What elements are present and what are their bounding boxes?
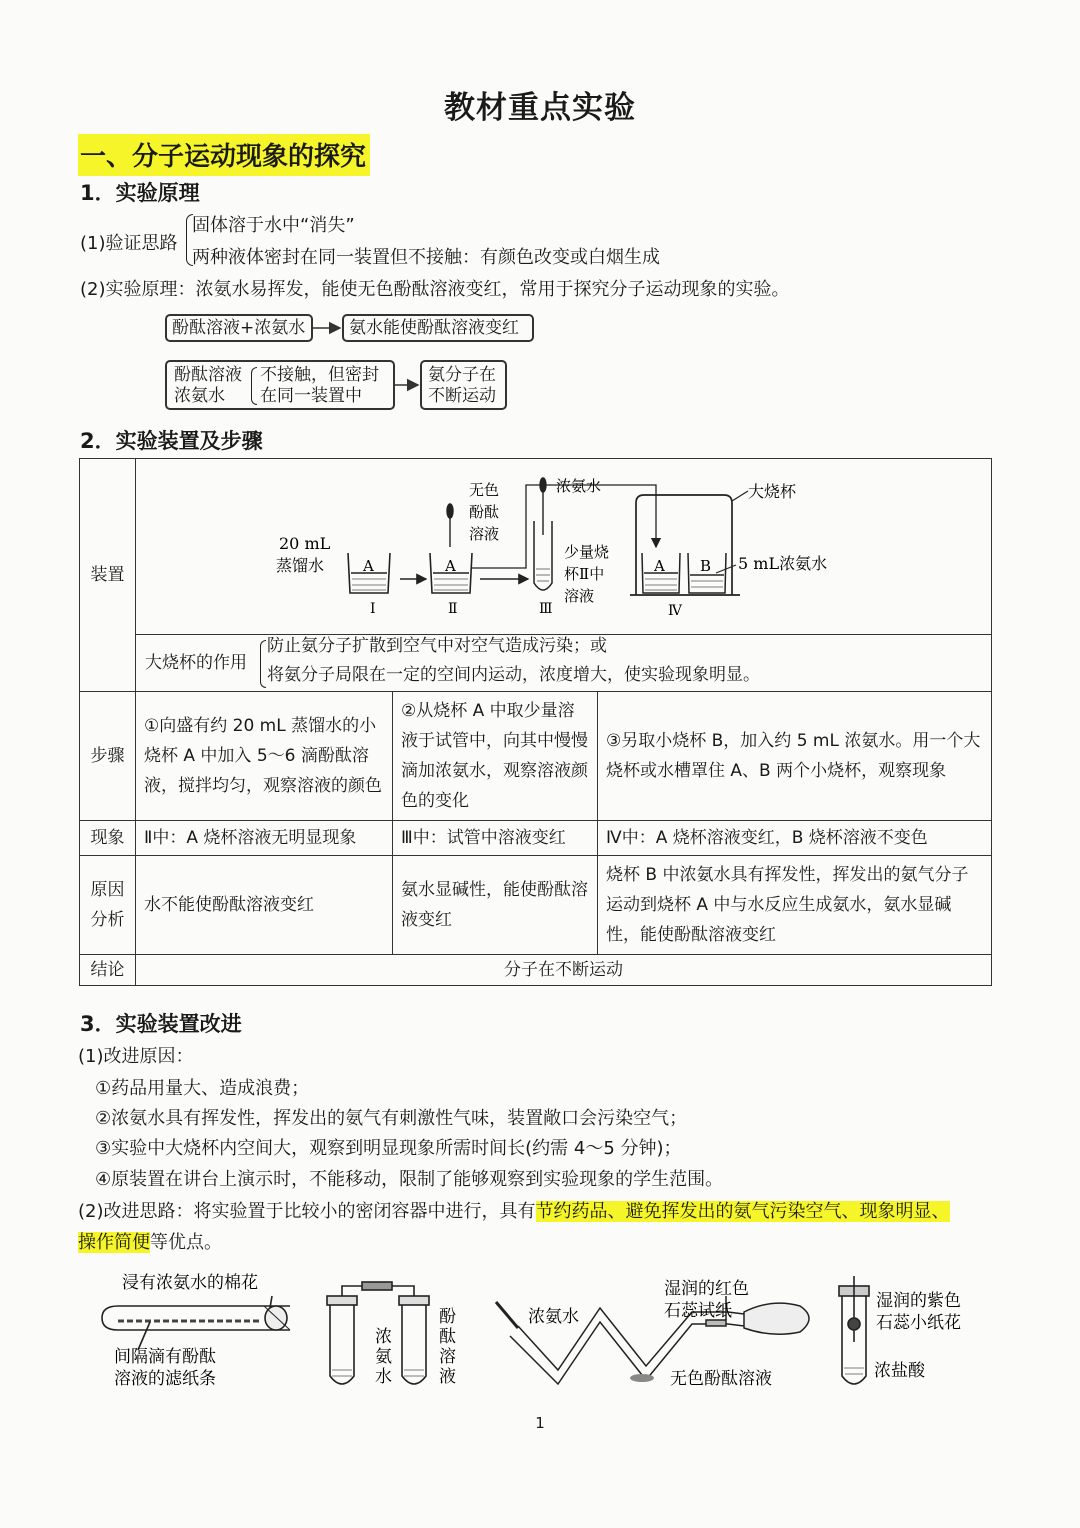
numeral-1: Ⅰ [370,600,376,617]
flow1-right-box: 氨水能使酚酞溶液变红 [342,314,534,342]
flow1-left-box: 酚酞溶液+浓氨水 [165,314,313,342]
big-beaker-role-1: 防止氨分子扩散到空气中对空气造成污染；或 [267,636,607,656]
water-volume-label: 20 mL [279,533,331,553]
improve-reason-4: ④原装置在讲台上演示时，不能移动，限制了能够观察到实验现象的学生范围。 [95,1169,724,1190]
phenomenon-cell-3: Ⅳ中：A 烧杯溶液变红，B 烧杯溶液不变色 [598,821,992,856]
big-beaker-role-cell [136,635,992,692]
fig2-right-3: 溶 [439,1347,456,1367]
reason-cell-1: 水不能使酚酞溶液变红 [136,856,393,955]
step-cell-3: ③另取小烧杯 B，加入约 5 mL 浓氨水。用一个大烧杯或水槽罩住 A、B 两个小烧杯，观察现象 [598,692,992,821]
fig3-paper-label-2: 石蕊试纸 [664,1301,732,1321]
beaker-4a-label: A [654,556,665,575]
big-beaker-role-2: 将氨分子局限在一定的空间内运动，浓度增大，使实验现象明显。 [267,665,760,685]
row-label-reason: 原因 分析 [80,856,136,955]
row-label-steps: 步骤 [80,692,136,821]
fig3-solution-label: 无色酚酞溶液 [670,1369,772,1389]
fig2-right-4: 液 [439,1367,456,1387]
verify-idea-line2: 两种液体密封在同一装置但不接触：有颜色改变或白烟生成 [192,247,660,268]
fig2-left-1: 浓 [375,1327,392,1347]
fig1-tube [102,1296,290,1350]
numeral-2: Ⅱ [448,600,458,617]
step-cell-1: ①向盛有约 20 mL 蒸馏水的小烧杯 A 中加入 5～6 滴酚酞溶液，搅拌均匀，观察溶液的颜色 [136,692,393,821]
experiment-table [79,458,992,986]
apparatus-diagram-cell [136,459,992,635]
principle-text: (2)实验原理：浓氨水易挥发，能使无色酚酞溶液变红，常用于探究分子运动现象的实验。 [80,279,790,300]
fig4-label-2: 石蕊小纸花 [876,1313,961,1333]
fig4-label-1: 湿润的紫色 [876,1291,961,1311]
highlight-2: 操作简便 [78,1232,150,1253]
reason-cell-2: 氨水显碱性，能使酚酞溶液变红 [393,856,598,955]
small-label-1: 少量烧 [564,542,610,561]
fig2-right-2: 酞 [439,1327,456,1347]
fig3-paper-label-1: 湿润的红色 [664,1279,749,1299]
improvement-figures [0,1262,1080,1402]
fig1-bottom-label-2: 溶液的滤纸条 [114,1369,216,1389]
phenomenon-cell-2: Ⅲ中：试管中溶液变红 [393,821,598,856]
ammonia-label: 浓氨水 [556,476,602,495]
subsection-heading-improvement: 3．实验装置改进 [80,1012,242,1036]
improve-reason-3: ③实验中大烧杯内空间大，观察到明显现象所需时间长(约需 4～5 分钟)； [95,1138,682,1159]
phenol-label-1: 无色 [469,480,500,499]
numeral-4: Ⅳ [668,602,682,619]
dropper-3 [540,478,546,535]
page-number: 1 [535,1414,545,1432]
phenol-label-3: 溶液 [469,524,500,543]
fig2-left-3: 水 [375,1367,392,1387]
apparatus-diagram [136,461,981,633]
fig2-right-1: 酚 [439,1307,456,1327]
improve-reason-2: ②浓氨水具有挥发性，挥发出的氨气有刺激性气味，装置敞口会污染空气； [95,1108,688,1129]
conclusion-cell: 分子在不断运动 [136,955,992,986]
section-heading: 一、分子运动现象的探究 [78,134,370,176]
small-label-3: 溶液 [564,586,595,605]
row-label-apparatus: 装置 [80,459,136,692]
fig3-ammonia-label: 浓氨水 [528,1307,579,1327]
small-label-2: 杯Ⅱ中 [564,564,605,583]
numeral-3: Ⅲ [539,600,553,617]
verify-idea-line1: 固体溶于水中“消失” [192,215,355,236]
water-label: 蒸馏水 [276,555,325,575]
page-title: 教材重点实验 [444,90,636,126]
big-beaker-label: 大烧杯 [748,481,797,501]
row-label-conclusion: 结论 [80,955,136,986]
big-beaker-role-label: 大烧杯的作用 [145,653,247,673]
step-cell-2: ②从烧杯 A 中取少量溶液于试管中，向其中慢慢滴加浓氨水，观察溶液颜色的变化 [393,692,598,821]
ammonia-5ml-label: 5 mL浓氨水 [738,553,828,573]
fig1-bottom-label-1: 间隔滴有酚酞 [114,1347,216,1367]
improve-reason-title: (1)改进原因： [78,1046,194,1067]
reason-cell-3: 烧杯 B 中浓氨水具有挥发性，挥发出的氨气分子运动到烧杯 A 中与水反应生成氨水，氨水显碱性，能使酚酞溶液变红 [598,856,992,955]
dropper-2 [447,504,453,547]
flow2-left-box: 酚酞溶液 浓氨水 不接触，但密封 在同一装置中 [165,360,395,410]
beaker-1-label: A [363,556,374,575]
beaker-4b-label: B [700,556,712,575]
big-beaker-4 [630,495,740,595]
subsection-heading-apparatus: 2．实验装置及步骤 [80,429,263,453]
fig2-left-2: 氨 [375,1347,392,1367]
subsection-heading-principle: 1．实验原理 [80,181,200,205]
row-label-phenomenon: 现象 [80,821,136,856]
fig1-top-label: 浸有浓氨水的棉花 [122,1273,258,1293]
improve-reason-1: ①药品用量大、造成浪费； [95,1078,310,1099]
highlight-1: 节约药品、避免挥发出的氨气污染空气、现象明显、 [535,1201,950,1222]
improve-idea-line2: 操作简便等优点。 [78,1232,222,1253]
flow-arrows [0,0,1080,420]
phenomenon-cell-1: Ⅱ中：A 烧杯溶液无明显现象 [136,821,393,856]
flow2-right-box: 氨分子在 不断运动 [420,360,507,410]
improve-idea-line1: (2)改进思路：将实验置于比较小的密闭容器中进行，具有节约药品、避免挥发出的氨气污染空气、现象明显、 [78,1201,950,1222]
phenol-label-2: 酚酞 [469,502,500,521]
fig4-label-3: 浓盐酸 [874,1361,925,1381]
beaker-2-label: A [445,556,456,575]
verify-idea-label: (1)验证思路 [80,233,178,254]
